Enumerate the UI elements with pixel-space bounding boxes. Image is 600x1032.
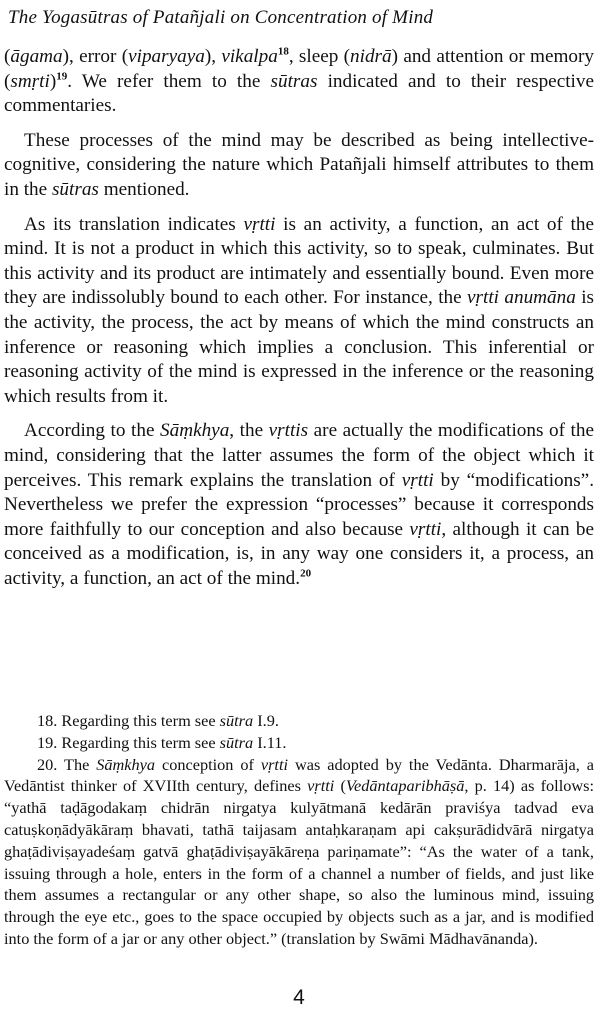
term-sutras: sūtras	[51, 178, 99, 200]
footnotes	[4, 710, 594, 950]
text-run: is the activity, the process, the act by means of which the mind constructs an inference or reasoning which implies a conclusion. This inferential or reasoning activity of the mind is expressed in the inference or the reasoning which results from it.	[4, 287, 594, 407]
term-samkhya: Sāṃkhya	[160, 420, 230, 442]
term-sutras: sūtras	[270, 70, 318, 92]
text-run: ),	[204, 46, 222, 67]
text-run: are actually the modifications of the mind, considering that the latter assumes the form of the object which it perceives. This remark explains the translation of	[4, 420, 594, 491]
page-number: 4	[293, 986, 305, 1009]
text-run: , sleep (	[288, 46, 351, 67]
text-run: These processes of the mind may be described as being intellective-cognitive, considering the nature which Patañjali himself attributes to them in the	[4, 129, 594, 200]
term-viparyaya: viparyaya	[128, 46, 205, 67]
footnote-20	[4, 754, 594, 950]
text-run: was adopted by the Vedānta. Dharmarāja, a Vedāntist thinker of XVIIth century, defines	[4, 754, 594, 796]
term-vrtti: vṛtti	[243, 213, 276, 235]
term-vrtti: vṛtti	[307, 776, 335, 796]
text-run: According to the	[24, 420, 161, 442]
text-run: ), error (	[62, 46, 129, 67]
text-run: 20. The	[37, 754, 97, 774]
term-vikalpa: vikalpa	[221, 46, 278, 67]
footnote-19	[4, 732, 594, 754]
paragraph-3	[4, 213, 594, 410]
term-sutra: sūtra	[219, 732, 254, 752]
text-run: ) and attention or memory (	[4, 46, 594, 92]
footnote-ref-18: 18	[277, 45, 289, 58]
text-run: 19. Regarding this term see	[37, 732, 220, 752]
text-run: is an activity, a function, an act of the mind. It is not a product in which this activity, so to speak, culminates. But this activity and its product are intimately and essentially bound. Even more they are indissolubly bound to each other. For instance, the	[4, 213, 594, 309]
running-head: The Yogasūtras of Patañjali on Concentration of Mind	[8, 7, 434, 28]
text-run: . We refer them to the	[67, 70, 271, 92]
paragraph-2	[4, 129, 594, 203]
text-run: (	[4, 46, 11, 67]
paragraph-1	[4, 45, 594, 119]
text-run: As its translation indicates	[24, 213, 244, 235]
text-run: mentioned.	[98, 178, 190, 200]
text-run: 18. Regarding this term see	[37, 711, 220, 730]
text-run: I.9.	[253, 711, 279, 730]
term-vrttis: vṛttis	[268, 420, 309, 442]
footnote-18	[4, 710, 594, 732]
term-vrtti: vṛtti	[409, 518, 442, 540]
term-samkhya: Sāṃkhya	[96, 754, 156, 774]
text-run: , p. 14) as follows: “yathā taḍāgodakaṃ chidrān nirgatya kulyātmanā kedārān praviśya tadvad eva catuṣkoṇādyākāraṃ bhavati, tathā taijasam antaḥkaraṇam api cakṣurādidvārā nirgatya ghaṭādiviṣayadeśaṃ gatvā ghaṭādiviṣayākāreṇa pariṇamate”: “As the water of a tank, issuing through a hole, enters in the form of a channel a number of fields, and just like them assumes a rectangular or any other shape, so also the luminous mind, issuing through the eye etc., goes to the space occupied by objects such as a jar, and is modified into the form of a jar or any other object.” (translation by Swāmi Mādhavānanda).	[4, 776, 594, 948]
term-nidra: nidrā	[350, 46, 392, 67]
text-run: conception of	[155, 754, 261, 774]
book-page	[4, 0, 594, 1032]
term-vrtti: vṛtti	[260, 754, 289, 774]
text-run: I.11.	[253, 732, 287, 752]
footnote-ref-19: 19	[56, 70, 68, 83]
text-run: by “modifications”. Nevertheless we prefer the expression “processes” because it corresponds more faithfully to our conception and also because	[4, 469, 594, 540]
main-text	[4, 45, 594, 591]
text-run: )	[49, 70, 57, 92]
text-run: indicated and to their respective commentaries.	[4, 70, 594, 117]
term-sutra: sūtra	[219, 711, 254, 730]
text-run: (	[334, 776, 346, 796]
term-agama: āgama	[10, 46, 63, 67]
term-vrtti: vṛtti	[401, 469, 434, 491]
term-smrti: smṛti	[10, 70, 50, 92]
footnote-ref-20: 20	[300, 567, 312, 580]
paragraph-4	[4, 419, 594, 591]
term-vedantaparibhasa: Vedāntaparibhāṣā	[345, 776, 465, 796]
text-run: , although it can be conceived as a modification, is, in any way one considers it, a process, an activity, a function, an act of the mind.	[4, 518, 594, 589]
text-run: , the	[229, 420, 269, 442]
term-vrtti-anumana: vṛtti anumāna	[467, 287, 576, 309]
